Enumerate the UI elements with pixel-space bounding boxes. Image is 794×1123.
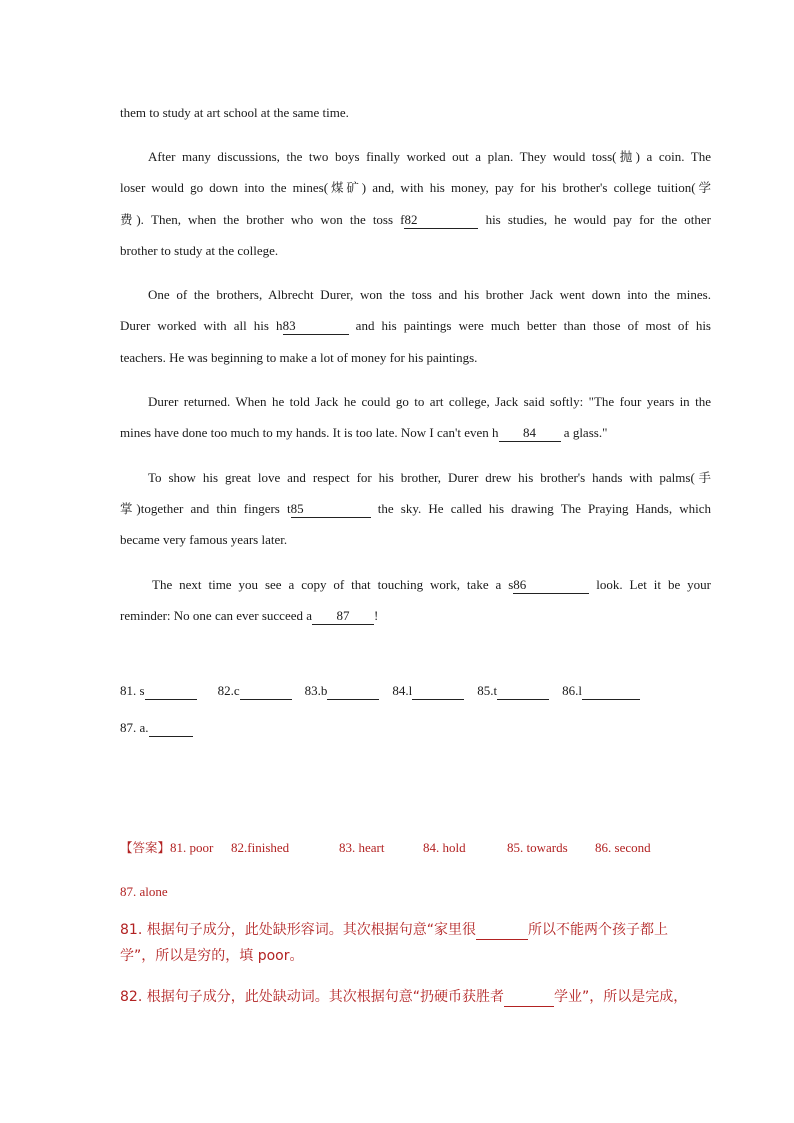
text: ! (374, 608, 379, 623)
question-82: 82.c (218, 683, 292, 700)
question-84: 84.l (392, 683, 464, 700)
answer-tag: 【答案】 (120, 840, 171, 855)
text: them to study at art school at the same time. (120, 105, 349, 120)
text: and his paintings were much better than those of most of his (355, 318, 711, 333)
chinese-gloss: 手 (694, 470, 711, 485)
text: ) and, with his money, pay for his brother's college tuition( (361, 180, 696, 195)
blank-87[interactable]: 87 (312, 608, 374, 625)
answer-blanks-row (120, 720, 711, 737)
text: Durer returned. When he told Jack he could go to art college, Jack said softly: "The four years in the (148, 394, 711, 409)
answer-blank[interactable] (327, 683, 379, 700)
answer-item: 85. towards (507, 840, 568, 855)
passage-line (148, 287, 711, 303)
text: loser would go down into the mines( (120, 180, 329, 195)
text: a glass." (563, 425, 608, 440)
chinese-gloss: 费 (120, 212, 137, 227)
explanation-81: 81. 根据句子成分，此处缺形容词。其次根据句意“家里很 所以不能两个孩子都上 (120, 922, 668, 938)
answer-blank[interactable] (240, 683, 292, 700)
passage-line (148, 470, 711, 486)
answer-key-row (120, 884, 711, 900)
passage-line (120, 318, 711, 335)
answer-blanks-row (120, 683, 711, 700)
text: To show his great love and respect for his brother, Durer drew his brother's hands with palms( (148, 470, 695, 485)
answer-item: 86. second (595, 840, 651, 855)
answer-item: 81. poor (170, 840, 214, 855)
explanation-81-cont: 学”，所以是穷的，填 poor。 (120, 948, 304, 964)
answer-item: 84. hold (423, 840, 466, 855)
question-81: 81. s (120, 683, 197, 700)
chinese-gloss: 抛 (616, 149, 636, 164)
question-86: 86.l (562, 683, 640, 700)
text: After many discussions, the two boys finally worked out a plan. They would toss( (148, 149, 617, 164)
blank-86[interactable]: 86 (513, 577, 589, 594)
answer-blank[interactable] (412, 683, 464, 700)
answer-item: 82.finished (231, 840, 290, 855)
answer-blank[interactable] (149, 720, 193, 737)
passage-line (120, 212, 711, 229)
chinese-gloss: 煤矿 (328, 180, 362, 195)
answer-key-row (120, 840, 711, 856)
passage-line (120, 425, 711, 442)
passage-line (120, 105, 711, 121)
text: became very famous years later. (120, 532, 288, 547)
passage-line (120, 501, 711, 518)
text: brother to study at the college. (120, 243, 279, 258)
blank-84[interactable]: 84 (499, 425, 561, 442)
text: reminder: No one can ever succeed a (120, 608, 313, 623)
explanation-82: 82. 根据句子成分，此处缺动词。其次根据句意“扔硬币获胜者 学业”，所以是完成， (120, 989, 688, 1005)
text: )together and thin fingers t (136, 501, 291, 516)
blank-85[interactable]: 85 (291, 501, 371, 518)
answer-blank[interactable] (582, 683, 640, 700)
answer-item: 87. alone (120, 884, 168, 899)
answer-blank[interactable] (497, 683, 549, 700)
blank-83[interactable]: 83 (283, 318, 349, 335)
explanation-blank (504, 988, 554, 1007)
passage-line (148, 149, 711, 165)
question-85: 85.t (477, 683, 549, 700)
text: his studies, he would pay for the other (485, 212, 711, 227)
chinese-gloss: 学 (695, 180, 711, 195)
question-87: 87. a. (120, 720, 193, 737)
passage-line (120, 350, 711, 366)
passage-line (120, 180, 711, 196)
passage-line (120, 608, 711, 625)
answer-item: 83. heart (339, 840, 385, 855)
text: look. Let it be your (596, 577, 711, 592)
answer-blank[interactable] (145, 683, 197, 700)
text: the sky. He called his drawing The Praying Hands, which (377, 501, 711, 516)
passage-line (120, 243, 711, 259)
explanation-blank (476, 921, 528, 940)
blank-82[interactable]: 82 (404, 212, 478, 229)
text: mines have done too much to my hands. It is too late. Now I can't even h (120, 425, 499, 440)
question-83: 83.b (305, 683, 380, 700)
text: One of the brothers, Albrecht Durer, won the toss and his brother Jack went down into the mines. (148, 287, 711, 302)
text: ). Then, when the brother who won the toss f (136, 212, 405, 227)
text: Durer worked with all his h (120, 318, 283, 333)
text: ) a coin. The (635, 149, 711, 164)
passage-line (148, 394, 711, 410)
passage-line (152, 577, 711, 594)
chinese-gloss: 掌 (120, 501, 137, 516)
text: The next time you see a copy of that touching work, take a s (152, 577, 514, 592)
passage-line (120, 532, 711, 548)
text: teachers. He was beginning to make a lot of money for his paintings. (120, 350, 478, 365)
